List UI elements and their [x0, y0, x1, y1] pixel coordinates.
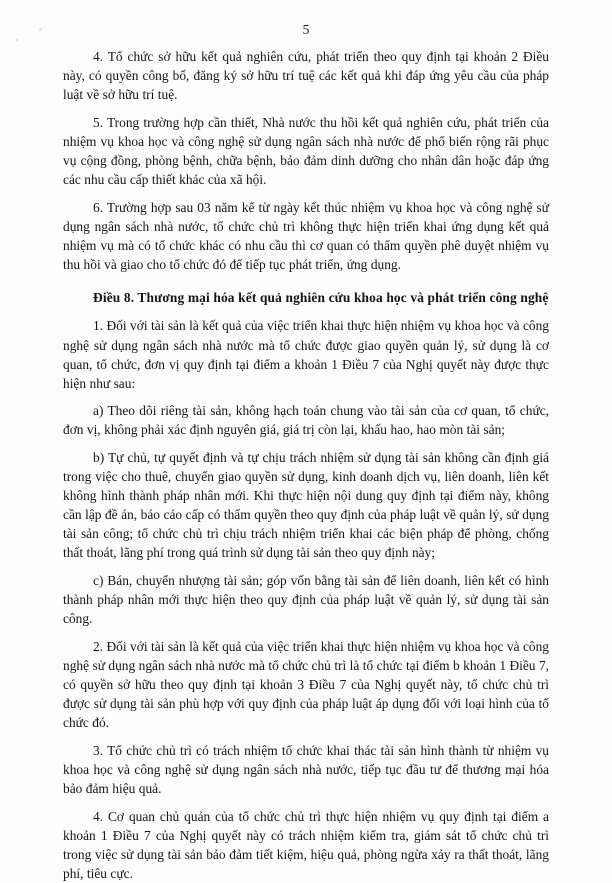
paragraph-clause-5: 5. Trong trường hợp cần thiết, Nhà nước thu hồi kết quả nghiên cứu, phát triển của nhiệm vụ khoa học và công nghệ sử dụng ngân sách nhà nước để phổ biến rộng rãi phục vụ cộng đồng, phòng bệnh, chữa bệnh, bảo đảm dinh dưỡng cho nhân dân hoặc đáp ứng các nhu cầu cấp thiết khác của xã hội. [63, 114, 549, 188]
paragraph-article8-clause-4: 4. Cơ quan chủ quản của tổ chức chủ trì thực hiện nhiệm vụ quy định tại điểm a khoản 1 Điều 7 của Nghị quyết này có trách nhiệm kiểm tra, giám sát tổ chức chủ trì trong việc sử dụng tài sản bảo đảm tiết kiệm, hiệu quả, phòng ngừa xảy ra thất thoát, lãng phí, tiêu cực. [63, 808, 549, 881]
paragraph-clause-6: 6. Trường hợp sau 03 năm kể từ ngày kết thúc nhiệm vụ khoa học và công nghệ sử dụng ngân sách nhà nước, tổ chức chủ trì không thực hiện triển khai ứng dụng kết quả nhiệm vụ mà có tổ chức khác có nhu cầu thì cơ quan có thẩm quyền phê duyệt nhiệm vụ thu hồi và giao cho tổ chức đó để tiếp tục phát triển, ứng dụng. [63, 199, 549, 272]
page-number: 5 [302, 22, 310, 37]
paragraph-article8-clause-2: 2. Đối với tài sản là kết quả của việc triển khai thực hiện nhiệm vụ khoa học và công nghệ sử dụng ngân sách nhà nước mà tổ chức chủ trì là tổ chức tại điểm b khoản 1 Điều 7, có quyền sở hữu theo quy định tại khoản 3 Điều 7 của Nghị quyết này, tổ chức chủ trì được sử dụng tài sản phù hợp với quy định của pháp luật áp dụng đối với loại hình của tổ chức đó. [63, 638, 549, 731]
paragraph-clause-4-top: 4. Tổ chức sở hữu kết quả nghiên cứu, phát triển theo quy định tại khoản 2 Điều này, có quyền công bố, đăng ký sở hữu trí tuệ các kết quả khi đáp ứng yêu cầu của pháp luật về sở hữu trí tuệ. [63, 49, 549, 103]
article-8-heading: Điều 8. Thương mại hóa kết quả nghiên cứu khoa học và phát triển công nghệ [93, 290, 549, 306]
paragraph-article8-clause-1-a: a) Theo dõi riêng tài sản, không hạch toán chung vào tài sản của cơ quan, tổ chức, đơn vị, không phải xác định nguyên giá, giá trị còn lại, khấu hao, hao mòn tài sản; [63, 403, 549, 438]
paragraph-article8-clause-3: 3. Tổ chức chủ trì có trách nhiệm tổ chức khai thác tài sản hình thành từ nhiệm vụ khoa học và công nghệ sử dụng ngân sách nhà nước, tiếp tục đầu tư để thương mại hóa bảo đảm hiệu quả. [63, 742, 549, 796]
document-body [63, 47, 549, 883]
paragraph-article8-clause-1-b: b) Tự chủ, tự quyết định và tự chịu trách nhiệm sử dụng tài sản không cần định giá trong việc cho thuê, chuyển giao quyền sử dụng, kinh doanh dịch vụ, liên doanh, liên kết không hình thành pháp nhân mới. Khi thực hiện nội dung quy định tại điểm này, không cần lập đề án, báo cáo cấp có thẩm quyền theo quy định của pháp luật về quản lý, sử dụng tài sản công; tổ chức chủ trì chịu trách nhiệm triển khai các biện pháp để phòng, chống thất thoát, lãng phí trong quá trình sử dụng tài sản theo quy định này; [63, 450, 549, 561]
scan-artifact-speck [16, 39, 18, 41]
paragraph-article8-clause-1-c: c) Bán, chuyển nhượng tài sản; góp vốn bằng tài sản để liên doanh, liên kết có hình thành pháp nhân mới thực hiện theo quy định của pháp luật về quản lý, sử dụng tài sản công. [63, 573, 549, 627]
paragraph-article8-clause-1: 1. Đối với tài sản là kết quả của việc triển khai thực hiện nhiệm vụ khoa học và công nghệ sử dụng ngân sách nhà nước mà tổ chức được giao quyền quản lý, sử dụng là cơ quan, tổ chức, đơn vị quy định tại điểm a khoản 1 Điều 7 của Nghị quyết này được thực hiện như sau: [63, 318, 549, 391]
